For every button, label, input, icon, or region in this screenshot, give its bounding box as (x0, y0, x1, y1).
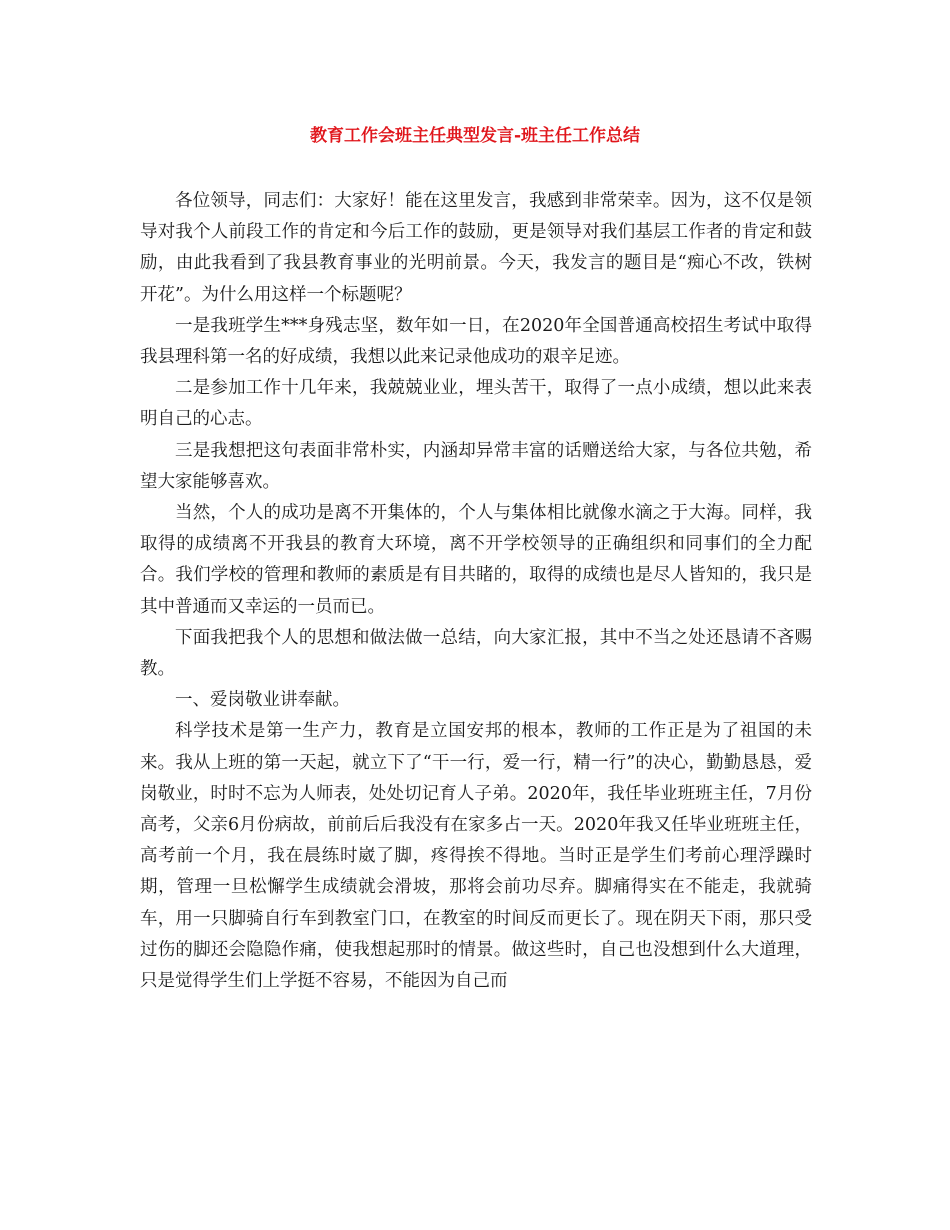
paragraph-reason-two: 二是参加工作十几年来，我兢兢业业，埋头苦干，取得了一点小成绩，想以此来表明自己的心志。 (140, 378, 812, 430)
paragraph-summary-intro: 下面我把我个人的思想和做法做一总结，向大家汇报，其中不当之处还恳请不吝赐教。 (140, 627, 812, 680)
document-title: 教育工作会班主任典型发言-班主任工作总结 (309, 126, 641, 146)
paragraph-collective: 当然，个人的成功是离不开集体的，个人与集体相比就像水滴之于大海。同样，我取得的成绩离不开我县的教育大环境，离不开学校领导的正确组织和同事们的全力配合。我们学校的管理和教师的素质是有目共睹的，取得的成绩也是尽人皆知的，我只是其中普通而又幸运的一员而已。 (140, 503, 812, 617)
paragraph-greeting: 各位领导，同志们：大家好！能在这里发言，我感到非常荣幸。因为，这不仅是领导对我个人前段工作的肯定和今后工作的鼓励，更是领导对我们基层工作者的肯定和鼓励，由此我看到了我县教育事业的光明前景。今天，我发言的题目是“痴心不改，铁树开花”。为什么用这样一个标题呢？ (140, 191, 812, 305)
paragraph-reason-one: 一是我班学生***身残志坚，数年如一日，在2020年全国普通高校招生考试中取得我县理科第一名的好成绩，我想以此来记录他成功的艰辛足迹。 (140, 315, 812, 368)
document-body (140, 186, 812, 997)
paragraph-reason-three: 三是我想把这句表面非常朴实，内涵却异常丰富的话赠送给大家，与各位共勉，希望大家能够喜欢。 (140, 440, 812, 492)
section-heading-dedication: 一、爱岗敬业讲奉献。 (175, 690, 350, 711)
paragraph-dedication: 科学技术是第一生产力，教育是立国安邦的根本，教师的工作正是为了祖国的未来。我从上班的第一天起，就立下了“干一行，爱一行，精一行”的决心，勤勤恳恳，爱岗敬业，时时不忘为人师表，处处切记育人子弟。2020年，我任毕业班班主任，7月份高考，父亲6月份病故，前前后后我没有在家多占一天。2020年我又任毕业班班主任，高考前一个月，我在晨练时崴了脚，疼得挨不得地。当时正是学生们考前心理浮躁时期，管理一旦松懈学生成绩就会滑坡，那将会前功尽弃。脚痛得实在不能走，我就骑车，用一只脚骑自行车到教室门口，在教室的时间反而更长了。现在阴天下雨，那只受过伤的脚还会隐隐作痛，使我想起那时的情景。做这些时，自己也没想到什么大道理，只是觉得学生们上学挺不容易，不能因为自己而 (140, 721, 812, 992)
